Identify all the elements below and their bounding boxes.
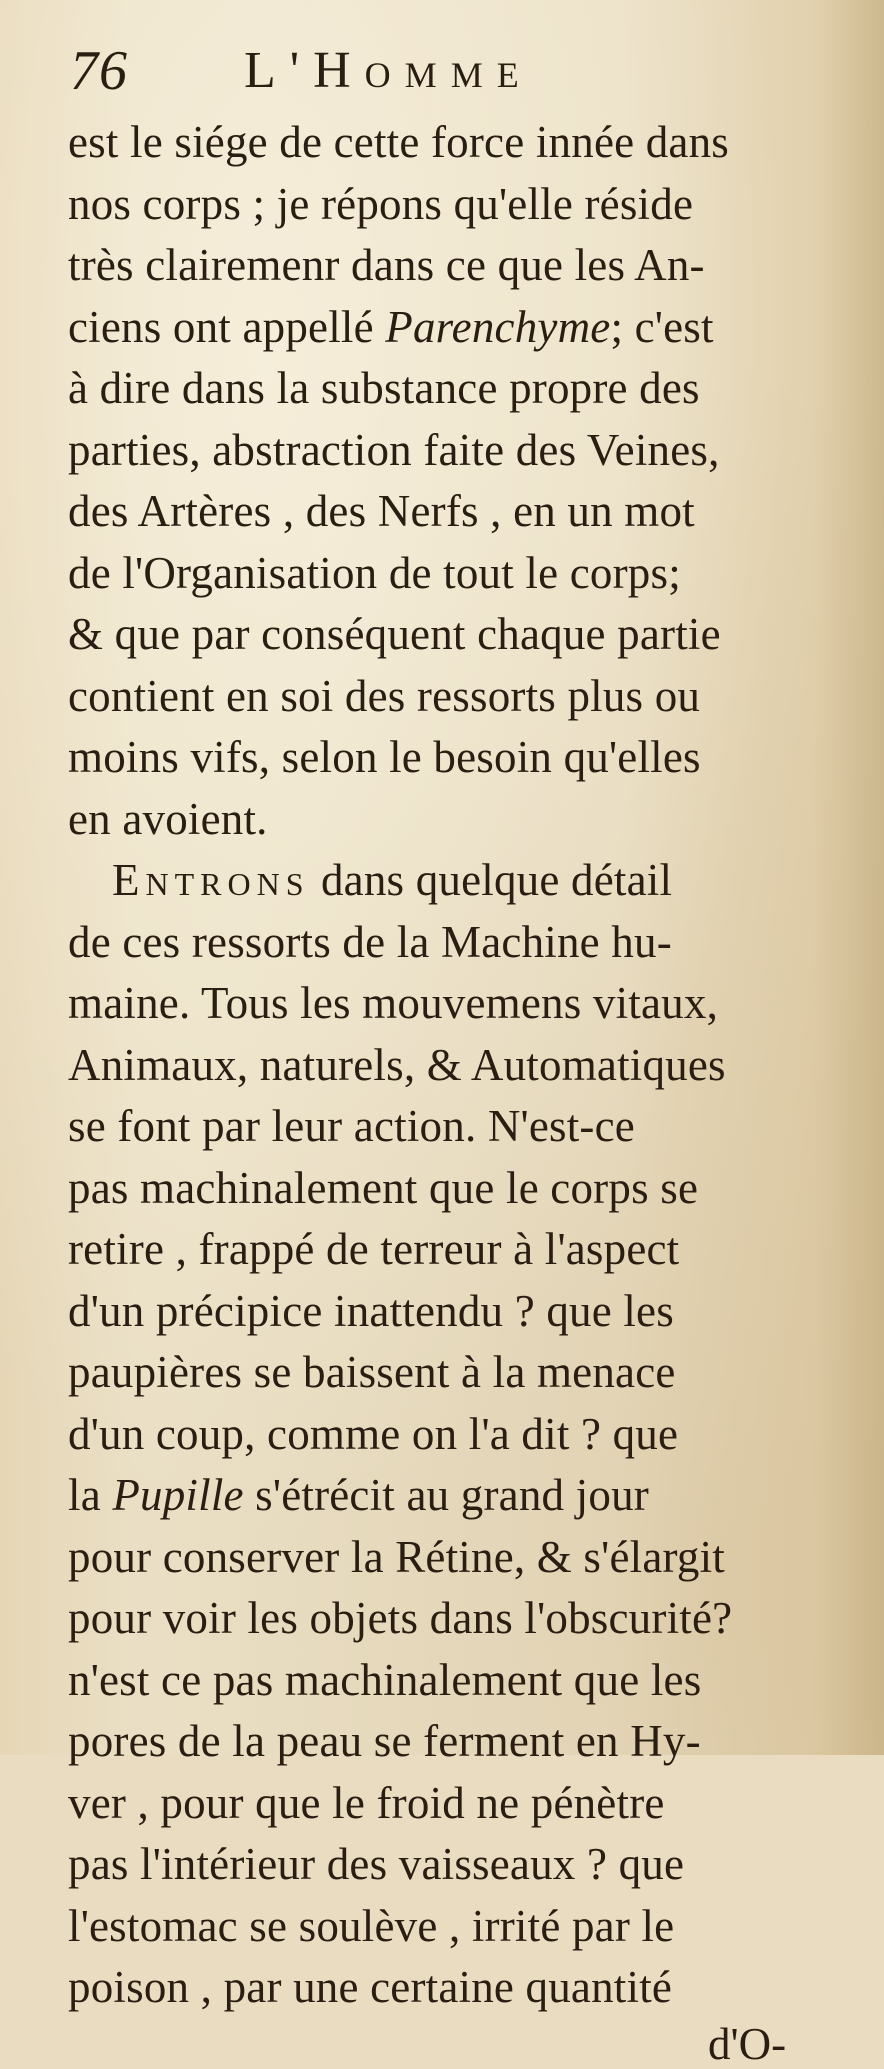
text-line: pas machinalement que le corps se [68, 1162, 699, 1213]
text-line: maine. Tous les mouvemens vitaux, [68, 978, 719, 1028]
text-segment: ; c'est [610, 301, 714, 352]
text-line: d'un coup, comme on l'a dit ? que [68, 1408, 679, 1459]
text-line: de l'Organisation de tout le corps; [68, 547, 681, 598]
running-head: L'Homme [244, 42, 533, 99]
text-line: d'un précipice inattendu ? que les [68, 1285, 674, 1336]
text-line: contient en soi des ressorts plus ou [68, 670, 701, 721]
text-line: pores de la peau se ferment en Hy- [68, 1716, 701, 1766]
italic-term: Pupille [112, 1470, 244, 1520]
small-caps-word: Entrons [112, 855, 310, 905]
text-segment: dans quelque détail [320, 855, 673, 905]
text-line [68, 297, 868, 359]
text-line: n'est ce pas machinalement que les [68, 1654, 702, 1705]
page-header [64, 36, 844, 106]
text-line: & que par conséquent chaque partie [68, 609, 721, 659]
text-line: en avoient. [68, 793, 268, 844]
text-line: de ces ressorts de la Machine hu- [68, 916, 672, 967]
text-line: nos corps ; je répons qu'elle réside [68, 178, 694, 229]
page-number: 76 [70, 40, 128, 102]
text-line: poison , par une certaine quantité [68, 1962, 673, 2012]
text-line: l'estomac se soulève , irrité par le [68, 1900, 675, 1951]
text-segment: s'étrécit au grand jour [255, 1470, 649, 1520]
text-line: pour voir les objets dans l'obscurité? [68, 1593, 733, 1643]
text-line: est le siége de cette force innée dans [68, 117, 730, 167]
text-line: retire , frappé de terreur à l'aspect [68, 1224, 680, 1274]
text-line [68, 1465, 868, 1527]
text-line: paupières se baissent à la menace [68, 1347, 676, 1397]
paragraph-start-line [68, 850, 868, 912]
catchword: d'O- [708, 2018, 787, 2069]
text-line: à dire dans la substance propre des [68, 363, 700, 413]
text-line: parties, abstraction faite des Veines, [68, 424, 720, 475]
text-line: se font par leur action. N'est-ce [68, 1101, 635, 1151]
text-line: pour conserver la Rétine, & s'élargit [68, 1531, 725, 1582]
italic-term: Parenchyme [385, 301, 611, 352]
text-line: pas l'intérieur des vaisseaux ? que [68, 1839, 685, 1889]
text-line: Animaux, naturels, & Automatiques [68, 1039, 726, 1090]
text-segment: la [68, 1470, 101, 1520]
text-line: très clairemenr dans ce que les An- [68, 240, 705, 290]
text-line: ver , pour que le froid ne pénètre [68, 1777, 665, 1828]
text-line: des Artères , des Nerfs , en un mot [68, 486, 695, 536]
text-line: moins vifs, selon le besoin qu'elles [68, 732, 701, 782]
body-text [68, 112, 868, 2069]
text-segment: ciens ont appellé [68, 301, 374, 352]
